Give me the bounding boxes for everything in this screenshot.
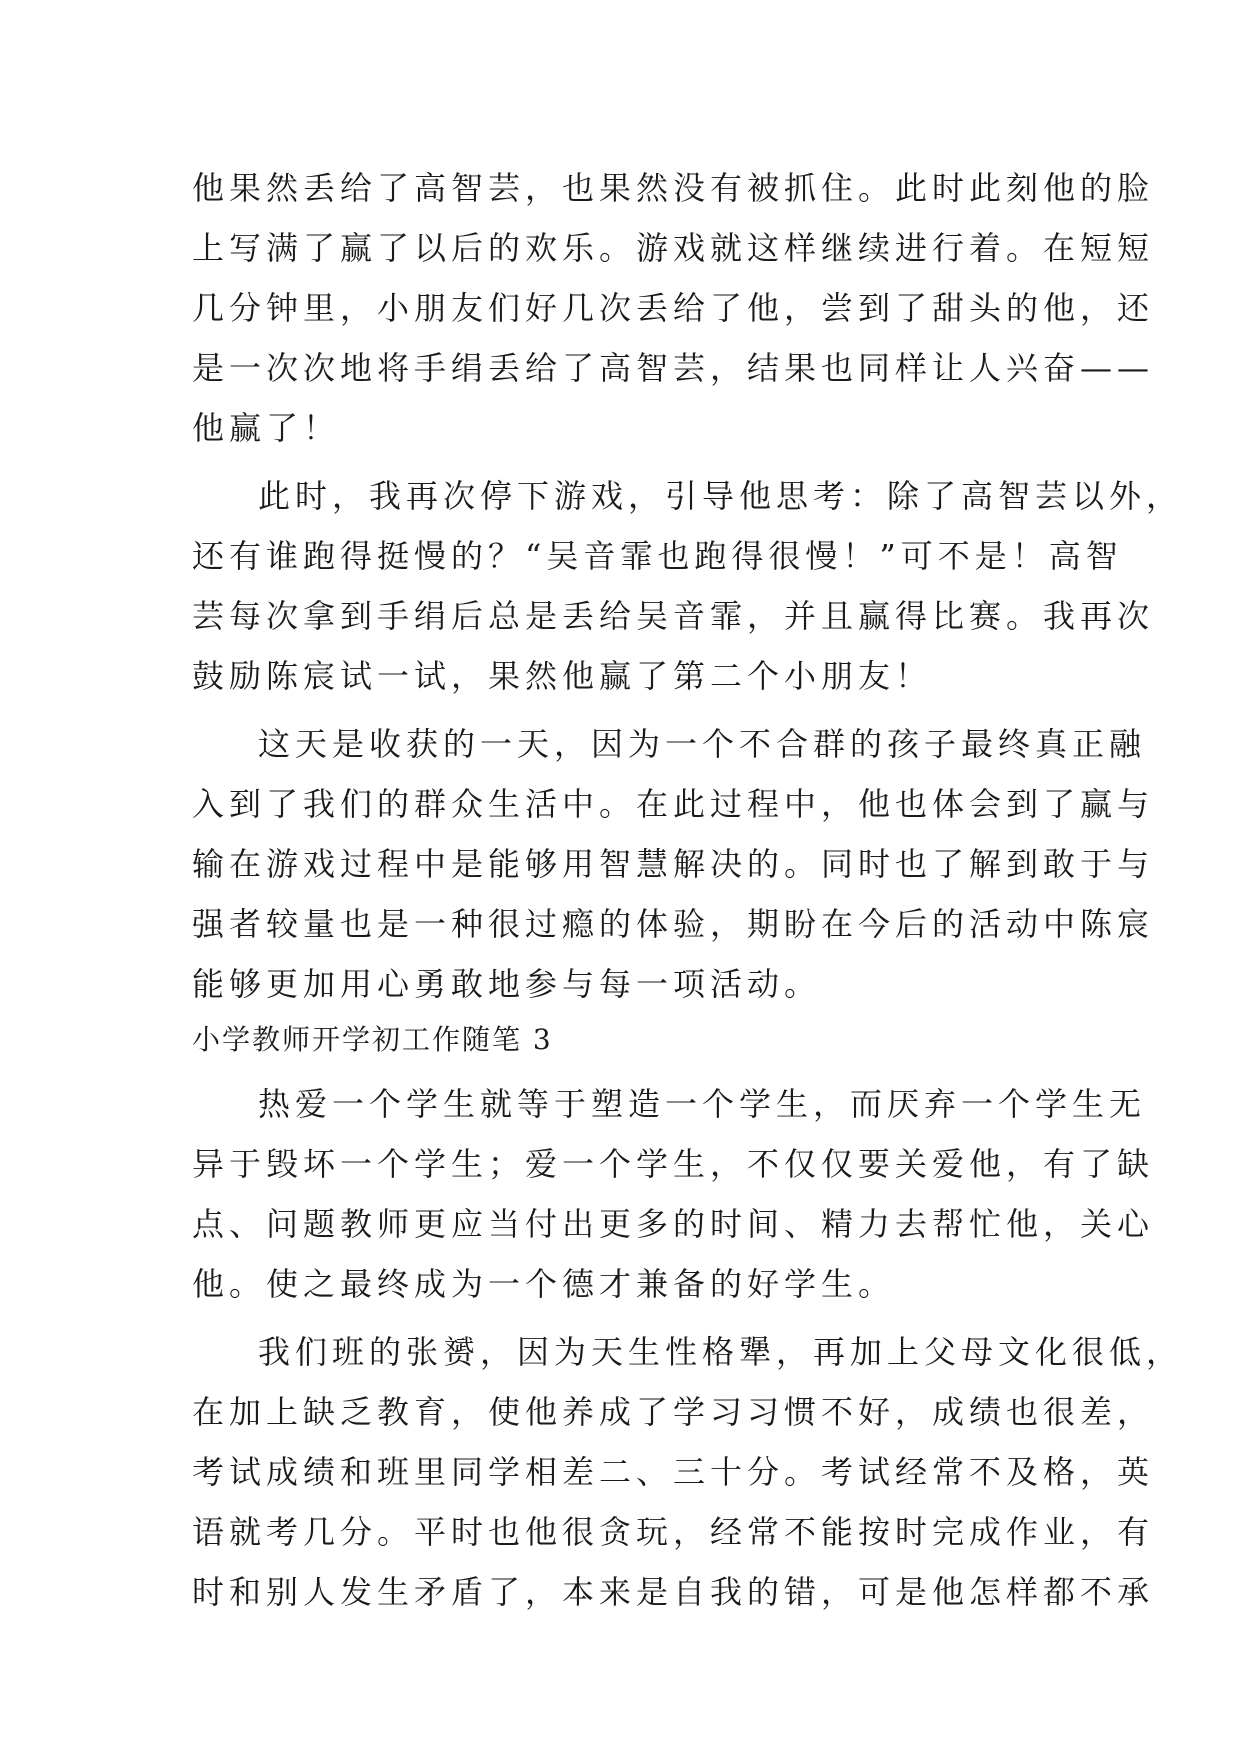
text-line: 入到了我们的群众生活中。在此过程中，他也体会到了赢与 — [192, 785, 1155, 823]
text-line: 此时，我再次停下游戏，引导他思考：除了高智芸以外， — [258, 477, 1184, 515]
text-line: 在加上缺乏教育，使他养成了学习习惯不好，成绩也很差， — [192, 1393, 1155, 1431]
text-line: 能够更加用心勇敢地参与每一项活动。 — [192, 965, 822, 1003]
text-line: 还有谁跑得挺慢的？“吴音霏也跑得很慢！”可不是！高智 — [192, 537, 1123, 575]
text-line: 强者较量也是一种很过瘾的体验，期盼在今后的活动中陈宸 — [192, 905, 1155, 943]
text-line: 异于毁坏一个学生；爱一个学生，不仅仅要关爱他，有了缺 — [192, 1145, 1155, 1183]
section-title: 小学教师开学初工作随笔 3 — [192, 1023, 553, 1056]
document-body — [192, 158, 1184, 1622]
text-line: 输在游戏过程中是能够用智慧解决的。同时也了解到敢于与 — [192, 845, 1155, 883]
text-line: 他。使之最终成为一个德才兼备的好学生。 — [192, 1265, 896, 1303]
text-line: 我们班的张赟，因为天生性格犟，再加上父母文化很低， — [258, 1333, 1184, 1371]
text-line: 他赢了！ — [192, 409, 341, 447]
text-line: 这天是收获的一天，因为一个不合群的孩子最终真正融 — [258, 725, 1147, 763]
text-line: 是一次次地将手绢丢给了高智芸，结果也同样让人兴奋—— — [192, 349, 1155, 387]
text-line: 点、问题教师更应当付出更多的时间、精力去帮忙他，关心 — [192, 1205, 1155, 1243]
paragraph-2 — [192, 466, 1184, 706]
text-line: 热爱一个学生就等于塑造一个学生，而厌弃一个学生无 — [258, 1085, 1147, 1123]
text-line: 他果然丢给了高智芸，也果然没有被抓住。此时此刻他的脸 — [192, 169, 1155, 207]
text-line: 语就考几分。平时也他很贪玩，经常不能按时完成作业，有 — [192, 1513, 1155, 1551]
paragraph-5 — [192, 1322, 1184, 1622]
text-line: 考试成绩和班里同学相差二、三十分。考试经常不及格，英 — [192, 1453, 1155, 1491]
paragraph-1 — [192, 158, 1155, 458]
paragraph-4 — [192, 1074, 1155, 1314]
text-line: 上写满了赢了以后的欢乐。游戏就这样继续进行着。在短短 — [192, 229, 1155, 267]
text-line: 鼓励陈宸试一试，果然他赢了第二个小朋友！ — [192, 657, 933, 695]
paragraph-3 — [192, 714, 1155, 1014]
text-line: 时和别人发生矛盾了，本来是自我的错，可是他怎样都不承 — [192, 1573, 1155, 1611]
text-line: 芸每次拿到手绢后总是丢给吴音霏，并且赢得比赛。我再次 — [192, 597, 1155, 635]
text-line: 几分钟里，小朋友们好几次丢给了他，尝到了甜头的他，还 — [192, 289, 1155, 327]
